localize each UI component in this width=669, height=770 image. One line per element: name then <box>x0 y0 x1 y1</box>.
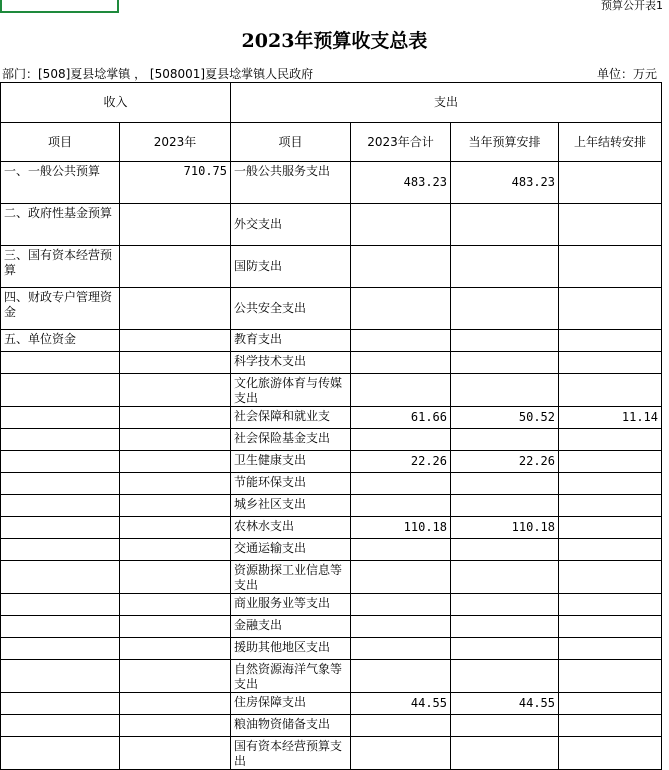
current-cell[interactable] <box>451 429 559 451</box>
table-row <box>1 561 662 594</box>
carry-cell[interactable] <box>559 660 662 693</box>
income-value-cell[interactable] <box>120 539 231 561</box>
table-row <box>1 539 662 561</box>
total-cell[interactable]: 22.26 <box>351 451 451 473</box>
total-cell[interactable] <box>351 204 451 246</box>
income-value-cell[interactable] <box>120 451 231 473</box>
total-cell[interactable] <box>351 737 451 770</box>
table-row <box>1 288 662 330</box>
carry-cell[interactable] <box>559 495 662 517</box>
carry-cell[interactable] <box>559 204 662 246</box>
carry-cell[interactable] <box>559 737 662 770</box>
table-row <box>1 616 662 638</box>
current-cell[interactable] <box>451 246 559 288</box>
table-row <box>1 407 662 429</box>
page-title: 2023年预算收支总表 <box>241 30 428 52</box>
table-row <box>1 495 662 517</box>
income-value-cell[interactable] <box>120 715 231 737</box>
income-value-cell[interactable] <box>120 429 231 451</box>
income-item-cell[interactable] <box>1 539 120 561</box>
carry-cell[interactable] <box>559 374 662 407</box>
income-value-cell[interactable] <box>120 352 231 374</box>
table-row <box>1 517 662 539</box>
table-row <box>1 162 662 204</box>
income-value-cell[interactable] <box>120 737 231 770</box>
total-cell[interactable] <box>351 715 451 737</box>
income-item-cell[interactable]: 三、国有资本经营预算 <box>1 246 120 288</box>
income-year-header: 2023年 <box>120 123 231 162</box>
carry-cell[interactable] <box>559 517 662 539</box>
carry-cell[interactable] <box>559 429 662 451</box>
expense-item-cell[interactable]: 粮油物资储备支出 <box>231 715 351 737</box>
income-value-cell[interactable] <box>120 495 231 517</box>
expense-item-cell[interactable]: 农林水支出 <box>231 517 351 539</box>
income-item-cell[interactable]: 二、政府性基金预算 <box>1 204 120 246</box>
income-value-cell[interactable] <box>120 693 231 715</box>
expense-item-cell[interactable]: 文化旅游体育与传媒支出 <box>231 374 351 407</box>
total-cell[interactable] <box>351 539 451 561</box>
carry-cell[interactable] <box>559 539 662 561</box>
expense-item-cell[interactable]: 卫生健康支出 <box>231 451 351 473</box>
current-cell[interactable] <box>451 616 559 638</box>
income-item-cell[interactable] <box>1 660 120 693</box>
current-cell[interactable] <box>451 288 559 330</box>
income-item-header: 项目 <box>1 123 120 162</box>
income-value-cell[interactable] <box>120 374 231 407</box>
current-cell[interactable]: 110.18 <box>451 517 559 539</box>
current-cell[interactable] <box>451 473 559 495</box>
table-row <box>1 374 662 407</box>
total-cell[interactable]: 61.66 <box>351 407 451 429</box>
expense-item-cell[interactable]: 社会保障和就业支 <box>231 407 351 429</box>
current-cell[interactable] <box>451 561 559 594</box>
carry-cell[interactable] <box>559 693 662 715</box>
table-row <box>1 246 662 288</box>
expense-item-cell[interactable]: 住房保障支出 <box>231 693 351 715</box>
total-cell[interactable] <box>351 561 451 594</box>
current-cell[interactable] <box>451 715 559 737</box>
income-value-cell[interactable] <box>120 246 231 288</box>
income-value-cell[interactable] <box>120 594 231 616</box>
current-cell[interactable] <box>451 737 559 770</box>
header-row-columns <box>1 123 662 162</box>
carry-header: 上年结转安排 <box>559 123 662 162</box>
total-cell[interactable] <box>351 594 451 616</box>
carry-cell[interactable] <box>559 330 662 352</box>
expense-item-cell[interactable]: 国有资本经营预算支出 <box>231 737 351 770</box>
income-item-cell[interactable] <box>1 737 120 770</box>
table-row <box>1 330 662 352</box>
total-cell[interactable] <box>351 616 451 638</box>
total-cell[interactable] <box>351 374 451 407</box>
carry-cell[interactable]: 11.14 <box>559 407 662 429</box>
income-item-cell[interactable] <box>1 495 120 517</box>
expense-item-cell[interactable]: 资源勘探工业信息等支出 <box>231 561 351 594</box>
expense-item-cell[interactable]: 节能环保支出 <box>231 473 351 495</box>
total-cell[interactable] <box>351 495 451 517</box>
table-row <box>1 429 662 451</box>
current-cell[interactable] <box>451 204 559 246</box>
income-item-cell[interactable]: 五、单位资金 <box>1 330 120 352</box>
income-value-cell[interactable]: 710.75 <box>120 162 231 204</box>
current-cell[interactable] <box>451 352 559 374</box>
department-label: 部门：[508]夏县埝掌镇 ， [508001]夏县埝掌镇人民政府 <box>2 67 314 81</box>
carry-cell[interactable] <box>559 638 662 660</box>
table-row <box>1 737 662 770</box>
current-cell[interactable]: 44.55 <box>451 693 559 715</box>
income-item-cell[interactable] <box>1 616 120 638</box>
current-cell[interactable] <box>451 539 559 561</box>
total-cell[interactable] <box>351 660 451 693</box>
income-item-cell[interactable]: 一、一般公共预算 <box>1 162 120 204</box>
income-item-cell[interactable] <box>1 374 120 407</box>
expense-item-cell[interactable]: 城乡社区支出 <box>231 495 351 517</box>
income-item-cell[interactable] <box>1 429 120 451</box>
total-cell[interactable] <box>351 473 451 495</box>
sheet-label: 预算公开表1 <box>601 0 663 12</box>
income-item-cell[interactable] <box>1 715 120 737</box>
total-cell[interactable]: 44.55 <box>351 693 451 715</box>
income-item-cell[interactable] <box>1 451 120 473</box>
carry-cell[interactable] <box>559 594 662 616</box>
income-value-cell[interactable] <box>120 660 231 693</box>
income-header: 收入 <box>1 83 231 123</box>
selected-cell-indicator[interactable] <box>0 0 119 13</box>
total-cell[interactable] <box>351 638 451 660</box>
income-item-cell[interactable] <box>1 517 120 539</box>
total-cell[interactable]: 110.18 <box>351 517 451 539</box>
carry-cell[interactable] <box>559 473 662 495</box>
expense-item-cell[interactable]: 科学技术支出 <box>231 352 351 374</box>
income-value-cell[interactable] <box>120 473 231 495</box>
total-cell[interactable] <box>351 330 451 352</box>
carry-cell[interactable] <box>559 616 662 638</box>
current-cell[interactable] <box>451 330 559 352</box>
expense-item-cell[interactable]: 外交支出 <box>231 204 351 246</box>
income-item-cell[interactable]: 四、财政专户管理资金 <box>1 288 120 330</box>
current-cell[interactable] <box>451 660 559 693</box>
income-item-cell[interactable] <box>1 561 120 594</box>
income-item-cell[interactable] <box>1 693 120 715</box>
income-item-cell[interactable] <box>1 352 120 374</box>
carry-cell[interactable] <box>559 561 662 594</box>
expense-item-cell[interactable]: 教育支出 <box>231 330 351 352</box>
current-cell[interactable] <box>451 374 559 407</box>
income-item-cell[interactable] <box>1 473 120 495</box>
total-cell[interactable] <box>351 288 451 330</box>
unit-label: 单位：万元 <box>596 67 657 81</box>
income-item-cell[interactable] <box>1 638 120 660</box>
income-value-cell[interactable] <box>120 517 231 539</box>
income-value-cell[interactable] <box>120 330 231 352</box>
carry-cell[interactable] <box>559 715 662 737</box>
current-cell[interactable] <box>451 495 559 517</box>
total-header: 2023年合计 <box>351 123 451 162</box>
carry-cell[interactable] <box>559 246 662 288</box>
expense-item-cell[interactable]: 商业服务业等支出 <box>231 594 351 616</box>
total-cell[interactable]: 483.23 <box>351 162 451 204</box>
table-row <box>1 638 662 660</box>
income-item-cell[interactable] <box>1 594 120 616</box>
table-row <box>1 451 662 473</box>
current-header: 当年预算安排 <box>451 123 559 162</box>
header-row-top <box>1 83 662 123</box>
carry-cell[interactable] <box>559 451 662 473</box>
carry-cell[interactable] <box>559 352 662 374</box>
expense-item-cell[interactable]: 自然资源海洋气象等支出 <box>231 660 351 693</box>
expense-item-cell[interactable]: 援助其他地区支出 <box>231 638 351 660</box>
budget-table <box>0 82 662 770</box>
current-cell[interactable] <box>451 638 559 660</box>
table-row <box>1 715 662 737</box>
expense-item-cell[interactable]: 国防支出 <box>231 246 351 288</box>
income-value-cell[interactable] <box>120 616 231 638</box>
carry-cell[interactable] <box>559 162 662 204</box>
current-cell[interactable]: 50.52 <box>451 407 559 429</box>
expense-item-cell[interactable]: 社会保险基金支出 <box>231 429 351 451</box>
expense-item-header: 项目 <box>231 123 351 162</box>
table-row <box>1 473 662 495</box>
current-cell[interactable]: 483.23 <box>451 162 559 204</box>
table-row <box>1 693 662 715</box>
total-cell[interactable] <box>351 246 451 288</box>
carry-cell[interactable] <box>559 288 662 330</box>
total-cell[interactable] <box>351 352 451 374</box>
table-row <box>1 594 662 616</box>
income-value-cell[interactable] <box>120 288 231 330</box>
income-value-cell[interactable] <box>120 204 231 246</box>
expense-item-cell[interactable]: 金融支出 <box>231 616 351 638</box>
table-row <box>1 204 662 246</box>
income-value-cell[interactable] <box>120 638 231 660</box>
table-row <box>1 660 662 693</box>
income-value-cell[interactable] <box>120 561 231 594</box>
expense-item-cell[interactable]: 交通运输支出 <box>231 539 351 561</box>
current-cell[interactable]: 22.26 <box>451 451 559 473</box>
expense-header: 支出 <box>231 83 662 123</box>
total-cell[interactable] <box>351 429 451 451</box>
income-value-cell[interactable] <box>120 407 231 429</box>
expense-item-cell[interactable]: 公共安全支出 <box>231 288 351 330</box>
expense-item-cell[interactable]: 一般公共服务支出 <box>231 162 351 204</box>
income-item-cell[interactable] <box>1 407 120 429</box>
current-cell[interactable] <box>451 594 559 616</box>
table-row <box>1 352 662 374</box>
